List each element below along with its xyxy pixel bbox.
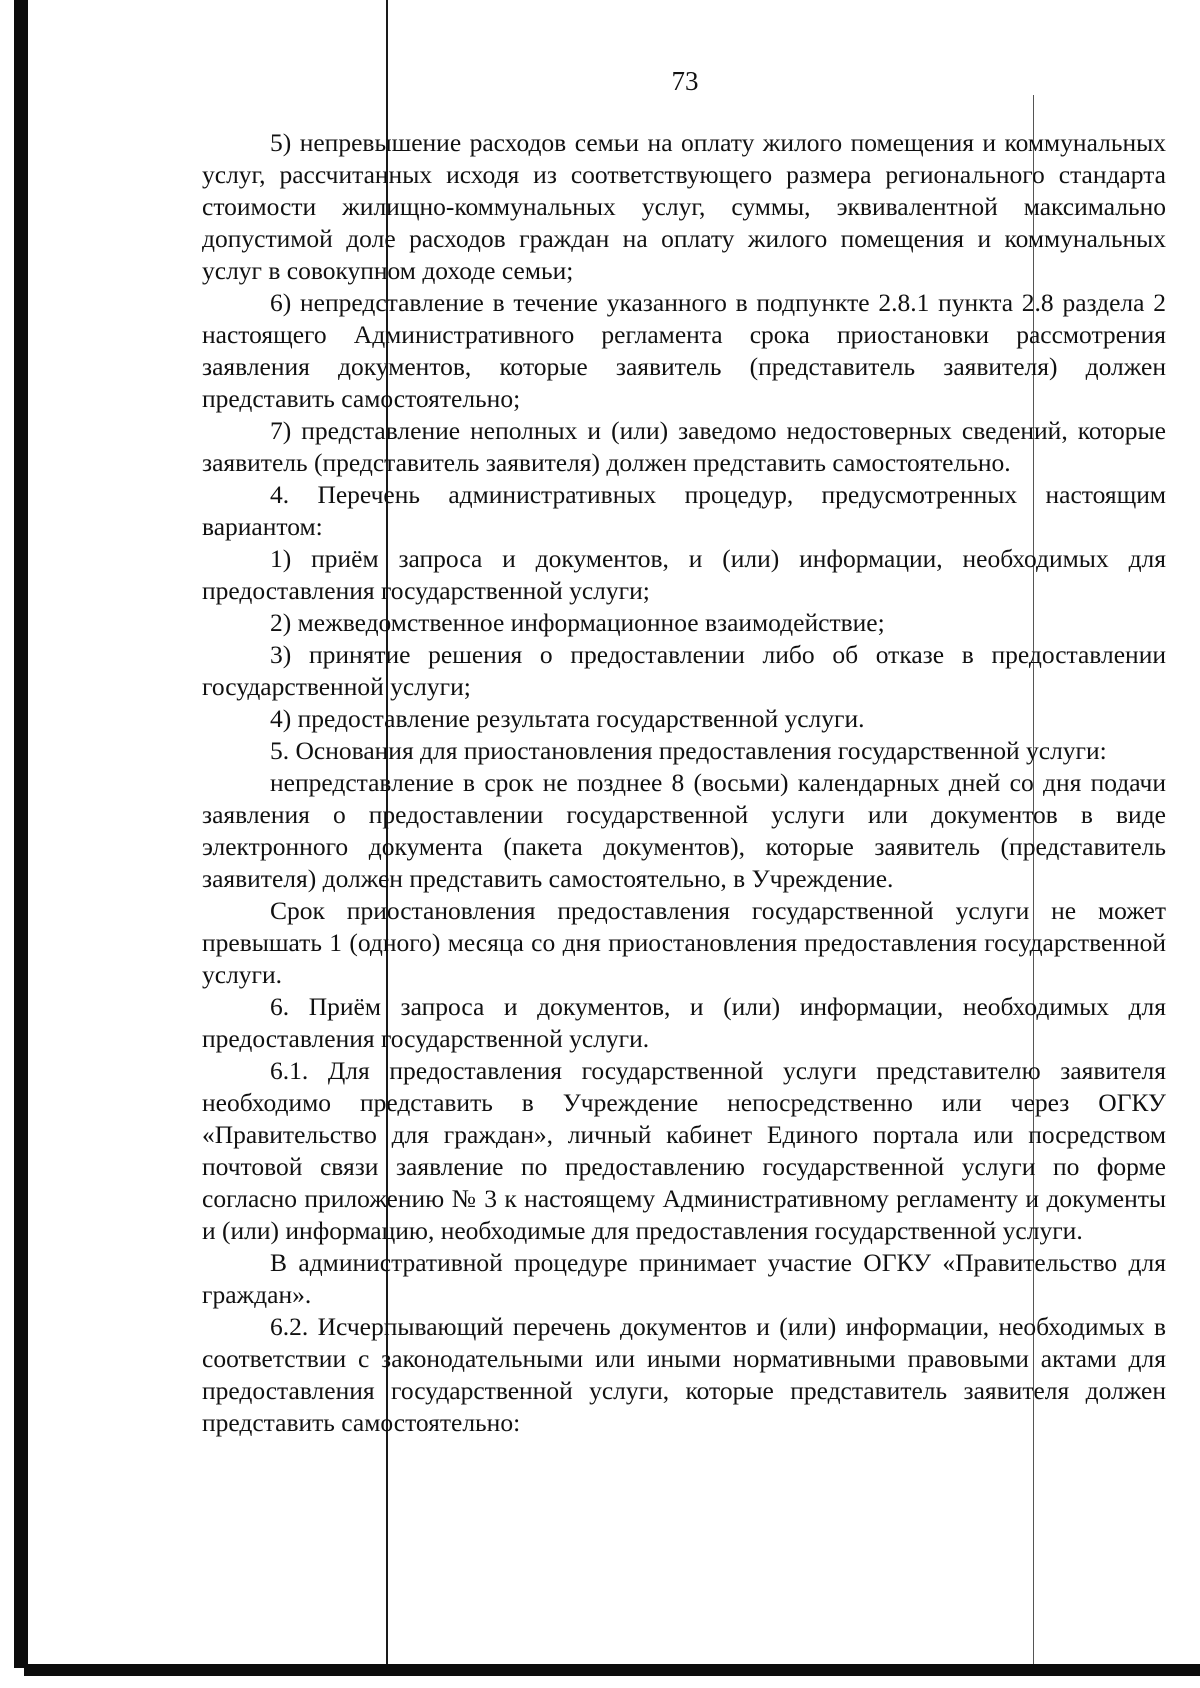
paragraph-procedure-3: 3) принятие решения о предоставлении либо об отказе в предоставлении государственной услуги;: [202, 640, 1166, 701]
document-body: [202, 127, 1166, 1439]
paragraph-item-5: 5) непревышение расходов семьи на оплату жилого помещения и коммунальных услуг, рассчитанных исходя из соответствующего размера регионального стандарта стоимости жилищно-коммунальных услуг, суммы, эквивалентной максимально допустимой доле расходов граждан на оплату жилого помещения и коммунальных услуг в совокупном доходе семьи;: [202, 128, 1166, 285]
paragraph-item-7: 7) представление неполных и (или) заведомо недостоверных сведений, которые заявитель (представитель заявителя) должен представить самостоятельно.: [202, 416, 1166, 477]
paragraph-suspension-basis: непредставление в срок не позднее 8 (восьми) календарных дней со дня подачи заявления о предоставлении государственной услуги или документов в виде электронного документа (пакета документов), которые заявитель (представитель заявителя) должен представить самостоятельно, в Учреждение.: [202, 768, 1166, 893]
paragraph-section-6-2: 6.2. Исчерпывающий перечень документов и (или) информации, необходимых в соответствии с законодательными или иными нормативными правовыми актами для предоставления государственной услуги, которые представитель заявителя должен представить самостоятельно:: [202, 1312, 1166, 1437]
scan-bottom-edge: [24, 1664, 1200, 1676]
paragraph-section-6-1: 6.1. Для предоставления государственной услуги представителю заявителя необходимо представить в Учреждение непосредственно или через ОГКУ «Правительство для граждан», личный кабинет Единого портала или посредством почтовой связи заявление по предоставлению государственной услуги по форме согласно приложению № 3 к настоящему Административному регламенту и документы и (или) информацию, необходимые для предоставления государственной услуги.: [202, 1056, 1166, 1245]
paragraph-procedure-4: 4) предоставление результата государственной услуги.: [270, 704, 865, 733]
paragraph-procedure-2: 2) межведомственное информационное взаимодействие;: [270, 608, 885, 637]
paragraph-item-6: 6) непредставление в течение указанного в подпункте 2.8.1 пункта 2.8 раздела 2 настоящего Административного регламента срока приостановки рассмотрения заявления документов, которые заявитель (представитель заявителя) должен представить самостоятельно;: [202, 288, 1166, 413]
paragraph-section-6: 6. Приём запроса и документов, и (или) информации, необходимых для предоставления государственной услуги.: [202, 992, 1166, 1053]
paragraph-participation: В административной процедуре принимает участие ОГКУ «Правительство для граждан».: [202, 1248, 1166, 1309]
paragraph-section-5: 5. Основания для приостановления предоставления государственной услуги:: [270, 736, 1107, 765]
paragraph-section-4: 4. Перечень административных процедур, предусмотренных настоящим вариантом:: [202, 480, 1166, 541]
scan-left-edge: [14, 0, 28, 1668]
paragraph-procedure-1: 1) приём запроса и документов, и (или) информации, необходимых для предоставления государственной услуги;: [202, 544, 1166, 605]
page-number: 73: [671, 66, 699, 96]
paragraph-suspension-term: Срок приостановления предоставления государственной услуги не может превышать 1 (одного) месяца со дня приостановления предоставления государственной услуги.: [202, 896, 1166, 989]
